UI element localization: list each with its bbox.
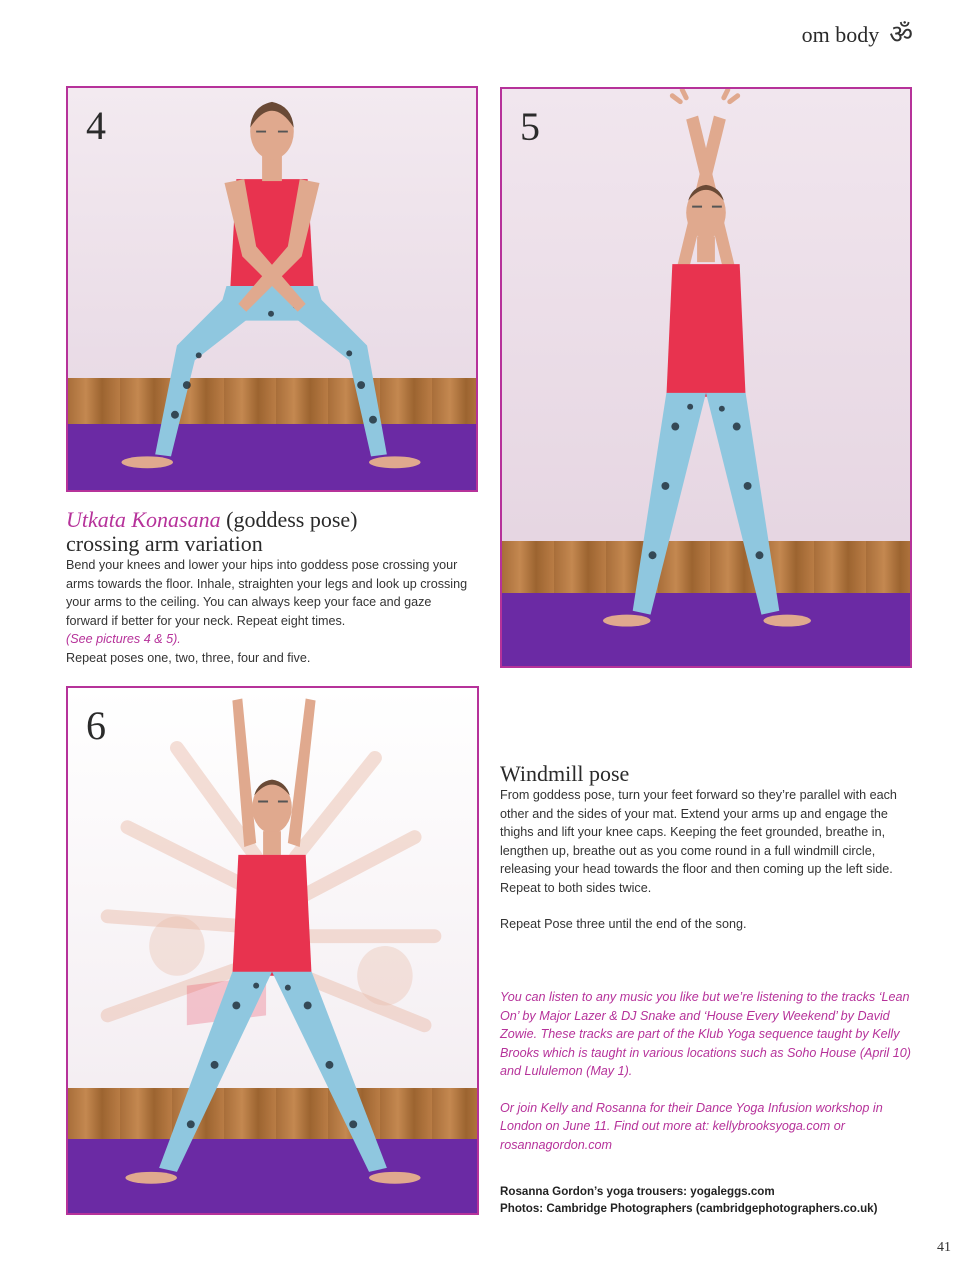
goddess-pose-instructions: Bend your knees and lower your hips into goddess pose crossing your arms towards the floor. Inhale, straighten your legs and look up crossing your arms to the ceiling. You can always keep your face and gaze forward if better for your neck. Repeat eight times. [66, 558, 468, 628]
sanskrit-name: Utkata Konasana [66, 507, 221, 532]
page-header [802, 22, 913, 48]
page-number: 41 [937, 1240, 951, 1255]
photo-pose-6 [66, 686, 479, 1215]
standing-arms-crossed-figure [502, 89, 910, 666]
title-english: (goddess pose) [220, 507, 358, 532]
photo-number: 5 [520, 104, 540, 149]
windmill-pose-figure [68, 688, 477, 1213]
music-note-section [500, 988, 920, 1154]
photo-number: 4 [86, 103, 106, 148]
windmill-pose-title: Windmill pose [500, 761, 630, 786]
windmill-pose-instructions: From goddess pose, turn your feet forward so they’re parallel with each other and the sides of your mat. Extend your arms up and engage the thighs and lift your knee caps. Keeping the feet grounded, breathe in, lengthen up, breathe out as you come round in a full windmill circle, releasing your head towards the floor and then coming up the left side. Repeat to both sides twice. [500, 788, 897, 895]
goddess-pose-title [66, 508, 476, 556]
goddess-pose-section [66, 508, 476, 667]
photo-pose-5 [500, 87, 912, 668]
credits [500, 1184, 930, 1217]
section-title: om body [801, 22, 880, 47]
repeat-note: Repeat Pose three until the end of the song. [500, 917, 747, 931]
title-variation: crossing arm variation [66, 531, 263, 556]
goddess-pose-figure [68, 88, 476, 490]
windmill-pose-section [500, 762, 920, 934]
see-pictures-note: (See pictures 4 & 5). [66, 632, 181, 646]
om-symbol-icon: ॐ [889, 20, 913, 50]
trousers-credit: Rosanna Gordon’s yoga trousers: yogaleggs.com [500, 1185, 775, 1198]
photo-credit: Photos: Cambridge Photographers (cambridgephotographers.co.uk) [500, 1201, 878, 1215]
music-paragraph: You can listen to any music you like but we’re listening to the tracks ‘Lean On’ by Major Lazer & DJ Snake and ‘House Every Weekend’ by David Zowie. These tracks are part of the Klub Yoga sequence taught by Kelly Brooks which is taught in various locations such as Soho House (April 10) and Lululemon (May 1). [500, 990, 911, 1078]
repeat-note: Repeat poses one, two, three, four and five. [66, 650, 311, 665]
photo-pose-4 [66, 86, 478, 492]
workshop-paragraph: Or join Kelly and Rosanna for their Dance Yoga Infusion workshop in London on June 11. Find out more at: kellybrooksyoga.com or rosannagordon.com [500, 1100, 883, 1152]
photo-number: 6 [86, 703, 106, 748]
